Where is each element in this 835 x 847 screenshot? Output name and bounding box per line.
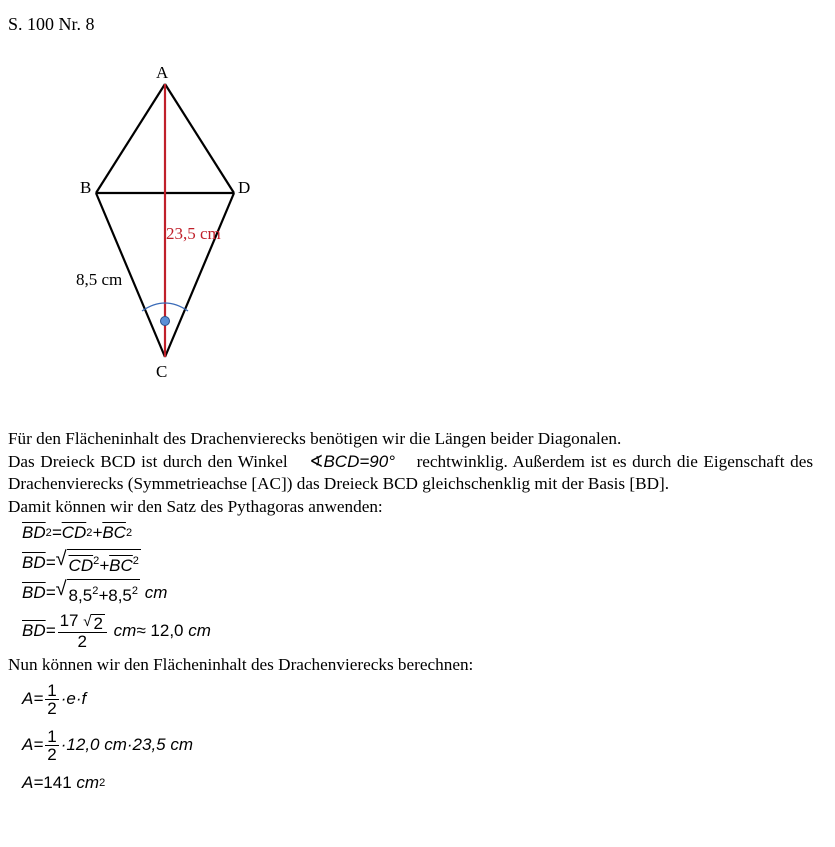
- reasoning-part-1: Das Dreieck BCD ist durch den Winkel: [8, 451, 288, 471]
- solution-text: [8, 428, 813, 799]
- equation-4: $\overline{BD}$ = 17 √ 2 2 cm ≈ 12,0 cm: [22, 611, 211, 651]
- angle-expression: ∢BCD=90°: [309, 451, 395, 471]
- angle-dot: [161, 317, 170, 326]
- edge-ad: [165, 84, 234, 193]
- vertex-label-d: D: [238, 178, 251, 197]
- reasoning-paragraph: [8, 451, 813, 496]
- diagonal-length-label: 23,5 cm: [166, 224, 221, 243]
- intro-line: Für den Flächeninhalt des Drachenvierecks benötigen wir die Längen beider Diagonalen.: [8, 429, 622, 448]
- area-formula: A = $\frac{1}{2}$ ·e·f: [22, 681, 87, 718]
- vertex-label-c: C: [156, 362, 168, 381]
- side-length-label: 8,5 cm: [76, 270, 123, 289]
- kite-figure: [0, 0, 835, 400]
- vertex-label-b: B: [80, 178, 92, 197]
- equation-3: $\overline{BD}$ = √ $8,5^2+8,5^2$ cm: [8, 578, 813, 608]
- reasoning-part-2: rechtwinklig. Außerdem ist es durch die Eigenschaft des Drachenvierecks (Symmetrieachse [AC]) das Dreieck BCD gleichschenklig mit der Basis [BD].: [8, 451, 814, 493]
- vertex-label-a: A: [156, 63, 169, 82]
- equation-1: $\overline{BD}$ 2 = $\overline{CD}$ 2 + $\overline{BC}$ 2: [22, 522, 133, 542]
- edge-dc: [165, 193, 234, 357]
- page-heading: S. 100 Nr. 8: [8, 14, 95, 34]
- pythagoras-intro: Damit können wir den Satz des Pythagoras anwenden:: [8, 496, 383, 516]
- edge-ab: [96, 84, 165, 193]
- area-result: A = 141 cm 2: [22, 773, 106, 793]
- area-substitution: A = $\frac{1}{2}$ ·12,0 cm·23,5 cm: [22, 727, 194, 764]
- equation-2: $\overline{BD}$ = √ $CD^2+\overline{BC}^2$: [8, 548, 813, 578]
- area-intro: Nun können wir den Flächeninhalt des Drachenvierecks berechnen:: [8, 655, 474, 674]
